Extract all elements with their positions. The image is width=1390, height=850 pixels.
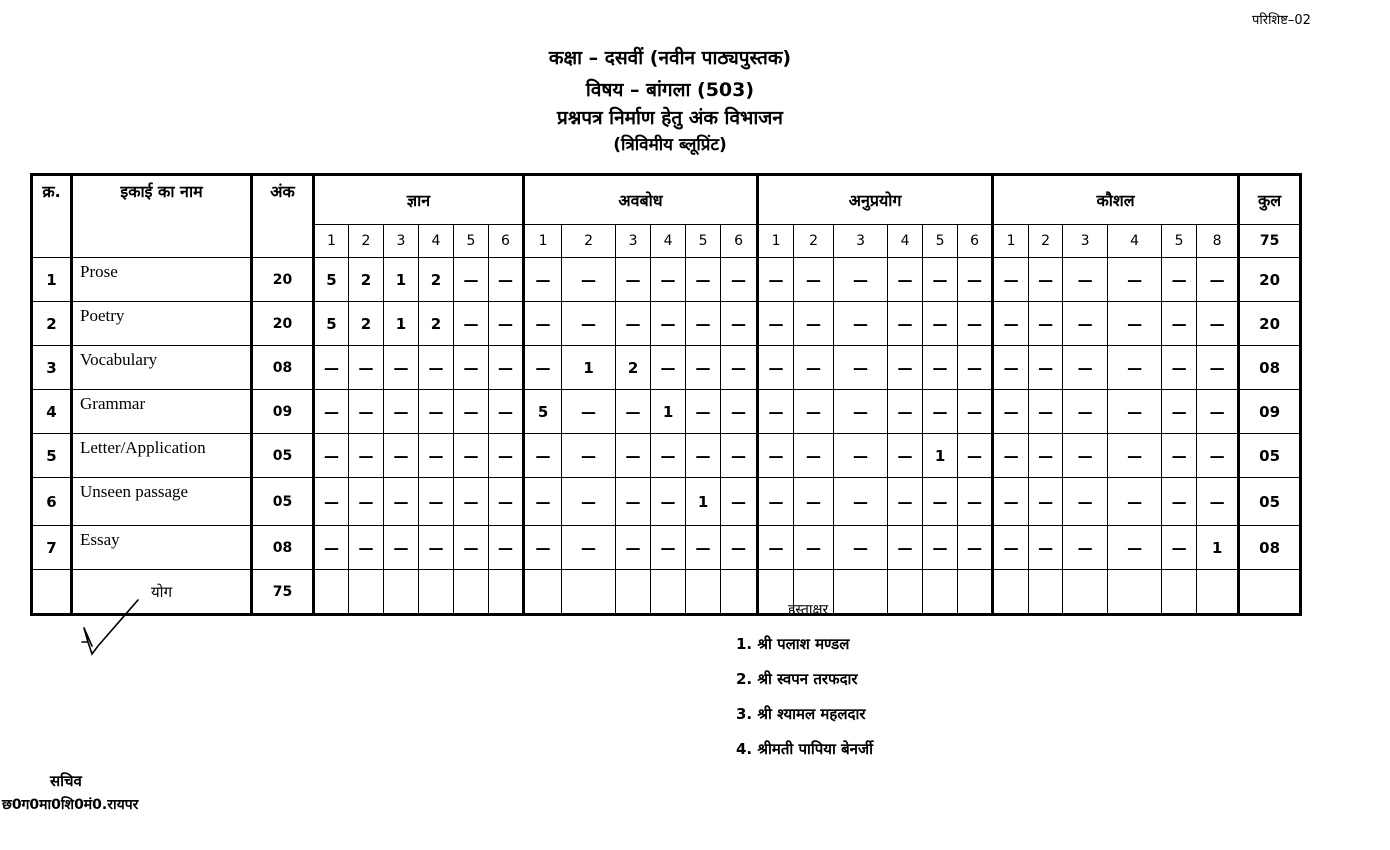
score-cell: —	[562, 258, 616, 302]
row-marks: 20	[252, 302, 314, 346]
score-cell: —	[721, 258, 758, 302]
score-cell: —	[923, 478, 958, 526]
score-cell: —	[314, 390, 349, 434]
score-cell: —	[384, 478, 419, 526]
row-sn: 3	[32, 346, 72, 390]
score-cell: —	[1162, 302, 1197, 346]
score-cell: —	[349, 526, 384, 570]
class-heading: कक्षा – दसवीं (नवीन पाठ्यपुस्तक)	[548, 47, 792, 69]
row-sn: 5	[32, 434, 72, 478]
score-cell: —	[616, 478, 651, 526]
score-cell: —	[834, 346, 888, 390]
score-cell: —	[888, 346, 923, 390]
blueprint-table	[30, 173, 1302, 616]
table-total-row	[32, 570, 1301, 615]
sub-header-avbodh: 6	[721, 225, 758, 258]
score-cell: —	[1108, 526, 1162, 570]
subject-heading: विषय – बांगला (503)	[585, 79, 755, 101]
row-unit-name: Essay	[72, 526, 252, 570]
score-cell: 5	[314, 258, 349, 302]
score-cell	[616, 570, 651, 615]
score-cell: —	[888, 258, 923, 302]
header-kaushal: कौशल	[993, 175, 1239, 225]
score-cell: —	[758, 478, 794, 526]
sub-header-avbodh: 4	[651, 225, 686, 258]
score-cell: —	[993, 302, 1029, 346]
score-cell: —	[758, 390, 794, 434]
row-unit-name: Prose	[72, 258, 252, 302]
row-sn: 7	[32, 526, 72, 570]
score-cell: —	[1162, 434, 1197, 478]
score-cell: —	[524, 258, 562, 302]
row-marks: 20	[252, 258, 314, 302]
score-cell: —	[721, 478, 758, 526]
score-cell: —	[721, 302, 758, 346]
table-row	[32, 390, 1301, 434]
score-cell: —	[721, 390, 758, 434]
blueprint-body	[32, 258, 1301, 615]
score-cell: —	[758, 302, 794, 346]
signatory-name: 3. श्री श्यामल महलदार	[736, 705, 866, 723]
score-cell: —	[1029, 302, 1063, 346]
score-cell	[562, 570, 616, 615]
sub-header-kaushal: 3	[1063, 225, 1108, 258]
score-cell: —	[1029, 434, 1063, 478]
row-total: 05	[1239, 434, 1301, 478]
score-cell: —	[651, 478, 686, 526]
score-cell: —	[1162, 526, 1197, 570]
score-cell: —	[958, 346, 993, 390]
score-cell: —	[524, 526, 562, 570]
header-anuprayog: अनुप्रयोग	[758, 175, 993, 225]
score-cell	[721, 570, 758, 615]
header-sn: क्र.	[32, 175, 72, 258]
score-cell: 2	[349, 258, 384, 302]
score-cell: —	[524, 302, 562, 346]
score-cell: —	[794, 526, 834, 570]
sub-header-kaushal: 8	[1197, 225, 1239, 258]
score-cell: —	[489, 302, 524, 346]
table-row	[32, 526, 1301, 570]
row-unit-name: Grammar	[72, 390, 252, 434]
score-cell: —	[616, 434, 651, 478]
score-cell	[923, 570, 958, 615]
score-cell: —	[1162, 258, 1197, 302]
score-cell	[1197, 570, 1239, 615]
sub-header-kaushal: 4	[1108, 225, 1162, 258]
score-cell: —	[651, 258, 686, 302]
row-sn: 4	[32, 390, 72, 434]
table-row	[32, 302, 1301, 346]
score-cell: —	[616, 258, 651, 302]
signatory-name: 4. श्रीमती पापिया बेनर्जी	[736, 740, 874, 758]
score-cell: —	[1063, 258, 1108, 302]
score-cell: —	[1063, 302, 1108, 346]
score-cell: —	[489, 434, 524, 478]
appendix-label: परिशिष्ट–02	[1252, 13, 1311, 28]
score-cell: —	[686, 346, 721, 390]
sub-header-gyan: 6	[489, 225, 524, 258]
row-unit-name: Poetry	[72, 302, 252, 346]
score-cell: —	[794, 390, 834, 434]
sub-header-anuprayog: 3	[834, 225, 888, 258]
score-cell: —	[1063, 346, 1108, 390]
score-cell: —	[1197, 478, 1239, 526]
score-cell: —	[794, 302, 834, 346]
score-cell: —	[314, 346, 349, 390]
header-marks: अंक	[252, 175, 314, 258]
score-cell: —	[958, 478, 993, 526]
score-cell: —	[993, 390, 1029, 434]
score-cell	[1063, 570, 1108, 615]
score-cell: —	[1063, 434, 1108, 478]
score-cell: —	[454, 526, 489, 570]
score-cell: —	[314, 434, 349, 478]
signatory-name: 1. श्री पलाश मण्डल	[736, 635, 850, 653]
score-cell	[993, 570, 1029, 615]
score-cell: —	[958, 302, 993, 346]
score-cell: —	[651, 346, 686, 390]
score-cell: —	[489, 526, 524, 570]
score-cell: —	[923, 390, 958, 434]
score-cell: —	[616, 390, 651, 434]
score-cell: —	[384, 526, 419, 570]
score-cell: —	[524, 434, 562, 478]
score-cell: —	[489, 478, 524, 526]
score-cell: —	[794, 346, 834, 390]
score-cell: —	[349, 390, 384, 434]
score-cell: —	[651, 526, 686, 570]
score-cell: —	[758, 434, 794, 478]
score-cell: —	[794, 258, 834, 302]
score-cell: 5	[524, 390, 562, 434]
sub-header-avbodh: 1	[524, 225, 562, 258]
score-cell: —	[794, 434, 834, 478]
score-cell: —	[993, 434, 1029, 478]
score-cell: —	[958, 390, 993, 434]
score-cell: —	[419, 478, 454, 526]
score-cell: —	[454, 346, 489, 390]
score-cell: 1	[1197, 526, 1239, 570]
score-cell: —	[923, 526, 958, 570]
score-cell: —	[834, 302, 888, 346]
header-unit-name: इकाई का नाम	[72, 175, 252, 258]
total-row-label: योग	[72, 570, 252, 615]
score-cell: —	[562, 390, 616, 434]
score-cell: —	[524, 478, 562, 526]
score-cell: —	[419, 434, 454, 478]
score-cell: —	[1197, 390, 1239, 434]
score-cell	[888, 570, 923, 615]
total-row-sn	[32, 570, 72, 615]
score-cell: 5	[314, 302, 349, 346]
score-cell: —	[721, 526, 758, 570]
score-cell	[384, 570, 419, 615]
score-cell: —	[314, 478, 349, 526]
score-cell: —	[686, 434, 721, 478]
score-cell: —	[1108, 302, 1162, 346]
sub-header-gyan: 2	[349, 225, 384, 258]
sub-header-kaushal: 1	[993, 225, 1029, 258]
score-cell: —	[1197, 434, 1239, 478]
score-cell: —	[1162, 346, 1197, 390]
score-cell: —	[489, 346, 524, 390]
row-sn: 1	[32, 258, 72, 302]
row-sn: 6	[32, 478, 72, 526]
score-cell: —	[834, 258, 888, 302]
score-cell: —	[993, 346, 1029, 390]
score-cell: —	[562, 526, 616, 570]
score-cell: —	[686, 302, 721, 346]
sub-header-avbodh: 5	[686, 225, 721, 258]
score-cell: —	[888, 478, 923, 526]
sub-header-anuprayog: 1	[758, 225, 794, 258]
score-cell	[1029, 570, 1063, 615]
score-cell: —	[616, 302, 651, 346]
score-cell: 2	[349, 302, 384, 346]
score-cell: —	[384, 390, 419, 434]
score-cell: 2	[616, 346, 651, 390]
row-marks: 08	[252, 526, 314, 570]
score-cell: —	[349, 478, 384, 526]
row-marks: 08	[252, 346, 314, 390]
score-cell: —	[1108, 478, 1162, 526]
score-cell: —	[993, 258, 1029, 302]
score-cell: 1	[562, 346, 616, 390]
signatory-name: 2. श्री स्वपन तरफदार	[736, 670, 858, 688]
score-cell: 1	[686, 478, 721, 526]
sub-header-gyan: 3	[384, 225, 419, 258]
score-cell: —	[384, 434, 419, 478]
score-cell	[314, 570, 349, 615]
score-cell: —	[1108, 390, 1162, 434]
sub-header-gyan: 5	[454, 225, 489, 258]
score-cell: —	[686, 526, 721, 570]
score-cell: —	[562, 302, 616, 346]
score-cell: —	[489, 258, 524, 302]
score-cell	[454, 570, 489, 615]
score-cell: 2	[419, 302, 454, 346]
score-cell: —	[651, 434, 686, 478]
score-cell	[834, 570, 888, 615]
score-cell: —	[1063, 526, 1108, 570]
score-cell: —	[834, 434, 888, 478]
signatures-list	[736, 634, 873, 774]
score-cell: —	[616, 526, 651, 570]
score-cell: —	[454, 478, 489, 526]
score-cell: —	[721, 346, 758, 390]
score-cell: —	[721, 434, 758, 478]
row-unit-name: Vocabulary	[72, 346, 252, 390]
score-cell: —	[419, 526, 454, 570]
score-cell: —	[1108, 258, 1162, 302]
header-gyan: ज्ञान	[314, 175, 524, 225]
score-cell: —	[1197, 346, 1239, 390]
sub-header-kaushal: 2	[1029, 225, 1063, 258]
score-cell: —	[419, 346, 454, 390]
sub-header-anuprayog: 6	[958, 225, 993, 258]
row-total: 08	[1239, 346, 1301, 390]
grand-total-cell	[1239, 570, 1301, 615]
score-cell: 1	[923, 434, 958, 478]
score-cell	[1162, 570, 1197, 615]
sub-header-anuprayog: 2	[794, 225, 834, 258]
sub-header-gyan: 1	[314, 225, 349, 258]
total-row-marks: 75	[252, 570, 314, 615]
score-cell: —	[1063, 390, 1108, 434]
row-sn: 2	[32, 302, 72, 346]
score-cell: —	[888, 390, 923, 434]
score-cell: —	[1162, 390, 1197, 434]
sub-header-anuprayog: 5	[923, 225, 958, 258]
sub-header-avbodh: 3	[616, 225, 651, 258]
row-marks: 05	[252, 478, 314, 526]
sub-header-anuprayog: 4	[888, 225, 923, 258]
score-cell: —	[923, 346, 958, 390]
score-cell: —	[1029, 346, 1063, 390]
score-cell: —	[923, 258, 958, 302]
score-cell: —	[958, 434, 993, 478]
score-cell	[1108, 570, 1162, 615]
header-total: कुल	[1239, 175, 1301, 225]
blueprint-heading: (त्रिविमीय ब्लूप्रिंट)	[613, 135, 727, 155]
score-cell: —	[1162, 478, 1197, 526]
sub-header-kaushal: 5	[1162, 225, 1197, 258]
score-cell: —	[1108, 434, 1162, 478]
handwritten-signature-icon	[78, 598, 142, 658]
score-cell: 1	[384, 302, 419, 346]
row-total: 08	[1239, 526, 1301, 570]
score-cell	[958, 570, 993, 615]
score-cell: —	[454, 258, 489, 302]
score-cell: —	[1197, 302, 1239, 346]
score-cell: —	[888, 526, 923, 570]
sub-header-total: 75	[1239, 225, 1301, 258]
score-cell: —	[794, 478, 834, 526]
row-unit-name: Unseen passage	[72, 478, 252, 526]
sub-header-gyan: 4	[419, 225, 454, 258]
secretary-label: सचिव	[50, 772, 82, 790]
score-cell: —	[958, 258, 993, 302]
row-total: 05	[1239, 478, 1301, 526]
row-marks: 09	[252, 390, 314, 434]
table-row	[32, 478, 1301, 526]
score-cell: —	[834, 390, 888, 434]
score-cell	[686, 570, 721, 615]
score-cell: —	[1108, 346, 1162, 390]
row-total: 09	[1239, 390, 1301, 434]
paper-heading: प्रश्नपत्र निर्माण हेतु अंक विभाजन	[557, 107, 783, 129]
score-cell: —	[993, 526, 1029, 570]
score-cell: —	[489, 390, 524, 434]
score-cell: 1	[651, 390, 686, 434]
row-unit-name: Letter/Application	[72, 434, 252, 478]
score-cell: —	[1063, 478, 1108, 526]
score-cell: —	[834, 526, 888, 570]
score-cell: —	[1029, 478, 1063, 526]
score-cell: —	[993, 478, 1029, 526]
score-cell: —	[384, 346, 419, 390]
score-cell: —	[923, 302, 958, 346]
score-cell: —	[1029, 526, 1063, 570]
score-cell: —	[349, 346, 384, 390]
score-cell: —	[524, 346, 562, 390]
score-cell: —	[888, 434, 923, 478]
score-cell: —	[686, 258, 721, 302]
score-cell: —	[888, 302, 923, 346]
score-cell	[419, 570, 454, 615]
row-total: 20	[1239, 302, 1301, 346]
score-cell: —	[758, 258, 794, 302]
score-cell: —	[758, 526, 794, 570]
row-marks: 05	[252, 434, 314, 478]
row-total: 20	[1239, 258, 1301, 302]
score-cell: —	[834, 478, 888, 526]
score-cell	[524, 570, 562, 615]
table-row	[32, 258, 1301, 302]
score-cell	[349, 570, 384, 615]
score-cell: —	[349, 434, 384, 478]
score-cell: —	[314, 526, 349, 570]
header-avbodh: अवबोध	[524, 175, 758, 225]
score-cell: 2	[419, 258, 454, 302]
score-cell: —	[1197, 258, 1239, 302]
score-cell: —	[454, 434, 489, 478]
score-cell: —	[1029, 390, 1063, 434]
score-cell: —	[651, 302, 686, 346]
sub-header-avbodh: 2	[562, 225, 616, 258]
table-row	[32, 346, 1301, 390]
score-cell: —	[454, 390, 489, 434]
score-cell: —	[686, 390, 721, 434]
score-cell: —	[562, 478, 616, 526]
score-cell: —	[562, 434, 616, 478]
score-cell: —	[419, 390, 454, 434]
score-cell	[651, 570, 686, 615]
office-label: छ0ग0मा0शि0मं0.रायपर	[2, 797, 139, 813]
score-cell: —	[454, 302, 489, 346]
score-cell: —	[958, 526, 993, 570]
score-cell: —	[1029, 258, 1063, 302]
score-cell: —	[758, 346, 794, 390]
score-cell	[489, 570, 524, 615]
score-cell: 1	[384, 258, 419, 302]
table-row	[32, 434, 1301, 478]
signatures-title: हस्ताक्षर	[788, 602, 829, 618]
